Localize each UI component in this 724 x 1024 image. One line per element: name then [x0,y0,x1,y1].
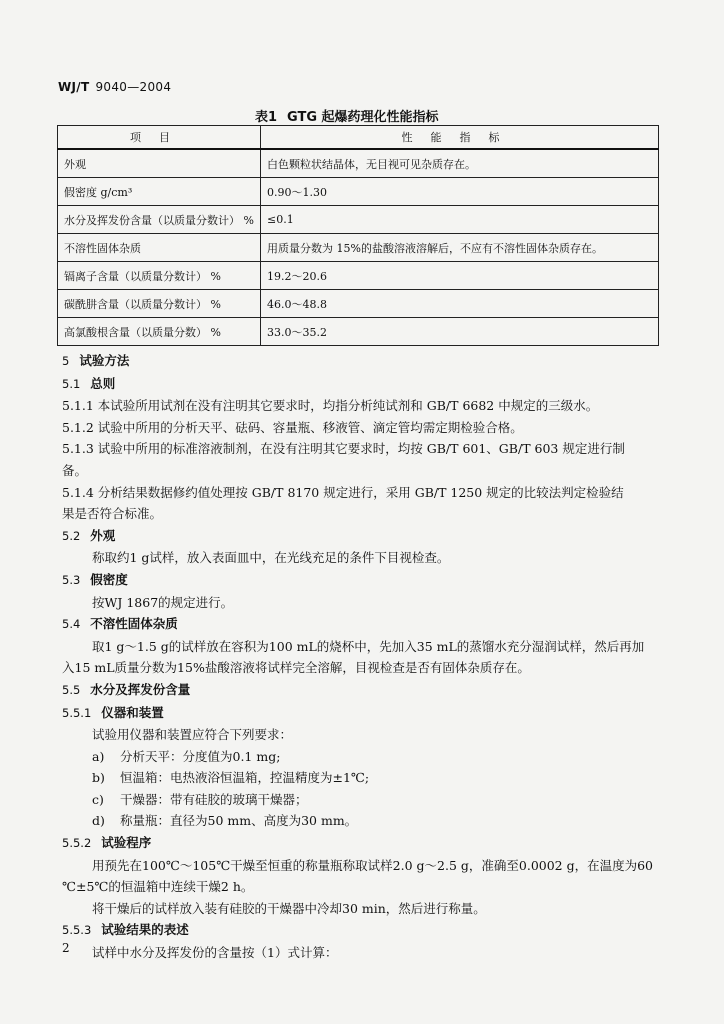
row-spec: ≤0.1 [261,206,659,234]
clause-5-1-3-line1: 5.1.3 试验中所用的标准溶液制剂，在没有注明其它要求时，均按 GB/T 601、GB/T 603 规定进行制 [62,441,625,457]
clause-5-1-3-line2: 备。 [62,462,88,478]
section-5-5-heading: 5.5 水分及挥发份含量 [62,681,191,697]
section-5-1-heading: 5.1 总则 [62,375,116,391]
row-item: 水分及挥发份含量（以质量分数计） % [58,206,261,234]
section-5-5-1-heading: 5.5.1 仪器和装置 [62,704,164,720]
row-spec: 33.0～35.2 [261,318,659,346]
page-number: 2 [62,941,70,955]
row-item: 外观 [58,149,261,178]
clause-5-1-4-line2: 果是否符合标准。 [62,506,163,522]
clause-5-3-text: 按WJ 1867的规定进行。 [92,594,234,610]
header-spec: 性能指标 [261,126,659,150]
clause-5-1-1: 5.1.1 本试验所用试剂在没有注明其它要求时，均指分析纯试剂和 GB/T 6682 中规定的三级水。 [62,398,599,414]
clause-5-5-1-intro: 试验用仪器和装置应符合下列要求： [92,727,293,743]
section-5-3-heading: 5.3 假密度 [62,571,128,587]
clause-5-1-2: 5.1.2 试验中所用的分析天平、砝码、容量瓶、移液管、滴定管均需定期检验合格。 [62,419,523,435]
table-title: GTG 起爆药理化性能指标 [287,110,439,125]
row-spec: 白色颗粒状结晶体，无目视可见杂质存在。 [261,149,659,178]
list-item: c) 干燥器：带有硅胶的玻璃干燥器； [92,791,308,807]
clause-5-2-text: 称取约1 g试样，放入表面皿中，在光线充足的条件下目视检查。 [92,550,450,566]
table-number: 表1 [255,110,278,125]
section-5-heading: 5 试验方法 [62,353,130,368]
standard-header [58,80,171,94]
table-row [58,234,659,262]
row-item: 高氯酸根含量（以质量分数） % [58,318,261,346]
table-caption [255,106,439,125]
table-row [58,262,659,290]
section-5-4-heading: 5.4 不溶性固体杂质 [62,616,178,632]
row-item: 镉离子含量（以质量分数计） % [58,262,261,290]
row-spec: 0.90～1.30 [261,178,659,206]
clause-5-5-2-line1: 用预先在100℃～105℃干燥至恒重的称量瓶称取试样2.0 g～2.5 g，准确至0.0002 g，在温度为60 [92,857,654,873]
row-spec: 46.0～48.8 [261,290,659,318]
row-item: 不溶性固体杂质 [58,234,261,262]
standard-prefix: WJ/T [58,80,90,94]
table-row [58,178,659,206]
table-row [58,290,659,318]
section-5-5-2-heading: 5.5.2 试验程序 [62,835,152,851]
row-spec: 用质量分数为 15%的盐酸溶液溶解后，不应有不溶性固体杂质存在。 [261,234,659,262]
header-item: 项目 [58,126,261,150]
clause-5-5-2-line3: 将干燥后的试样放入装有硅胶的干燥器中冷却30 min，然后进行称量。 [92,900,486,916]
standard-code: 9040—2004 [95,80,172,94]
table-row [58,149,659,178]
table-row [58,206,659,234]
row-item: 假密度 g/cm³ [58,178,261,206]
section-5-2-heading: 5.2 外观 [62,527,116,543]
list-item: b) 恒温箱：电热液浴恒温箱，控温精度为±1℃; [92,770,370,786]
list-item: d) 称量瓶：直径为50 mm、高度为30 mm。 [92,813,358,829]
row-spec: 19.2～20.6 [261,262,659,290]
section-5-5-3-heading: 5.5.3 试验结果的表述 [62,922,189,938]
body-text [62,350,660,964]
clause-5-5-3-text: 试样中水分及挥发份的含量按（1）式计算： [92,945,338,961]
clause-5-4-line1: 取1 g～1.5 g的试样放在容积为100 mL的烧杯中，先加入35 mL的蒸馏水充分湿润试样，然后再加 [92,638,645,654]
list-item: a) 分析天平：分度值为0.1 mg; [92,748,281,764]
clause-5-4-line2: 入15 mL质量分数为15%盐酸溶液将试样完全溶解，目视检查是否有固体杂质存在。 [62,660,530,676]
table-header-row [58,126,659,150]
clause-5-5-2-line2: ℃±5℃的恒温箱中连续干燥2 h。 [62,879,254,895]
properties-table [57,125,659,346]
table-row [58,318,659,346]
row-item: 碳酰肼含量（以质量分数计） % [58,290,261,318]
clause-5-1-4-line1: 5.1.4 分析结果数据修约值处理按 GB/T 8170 规定进行，采用 GB/T 1250 规定的比较法判定检验结 [62,484,624,500]
